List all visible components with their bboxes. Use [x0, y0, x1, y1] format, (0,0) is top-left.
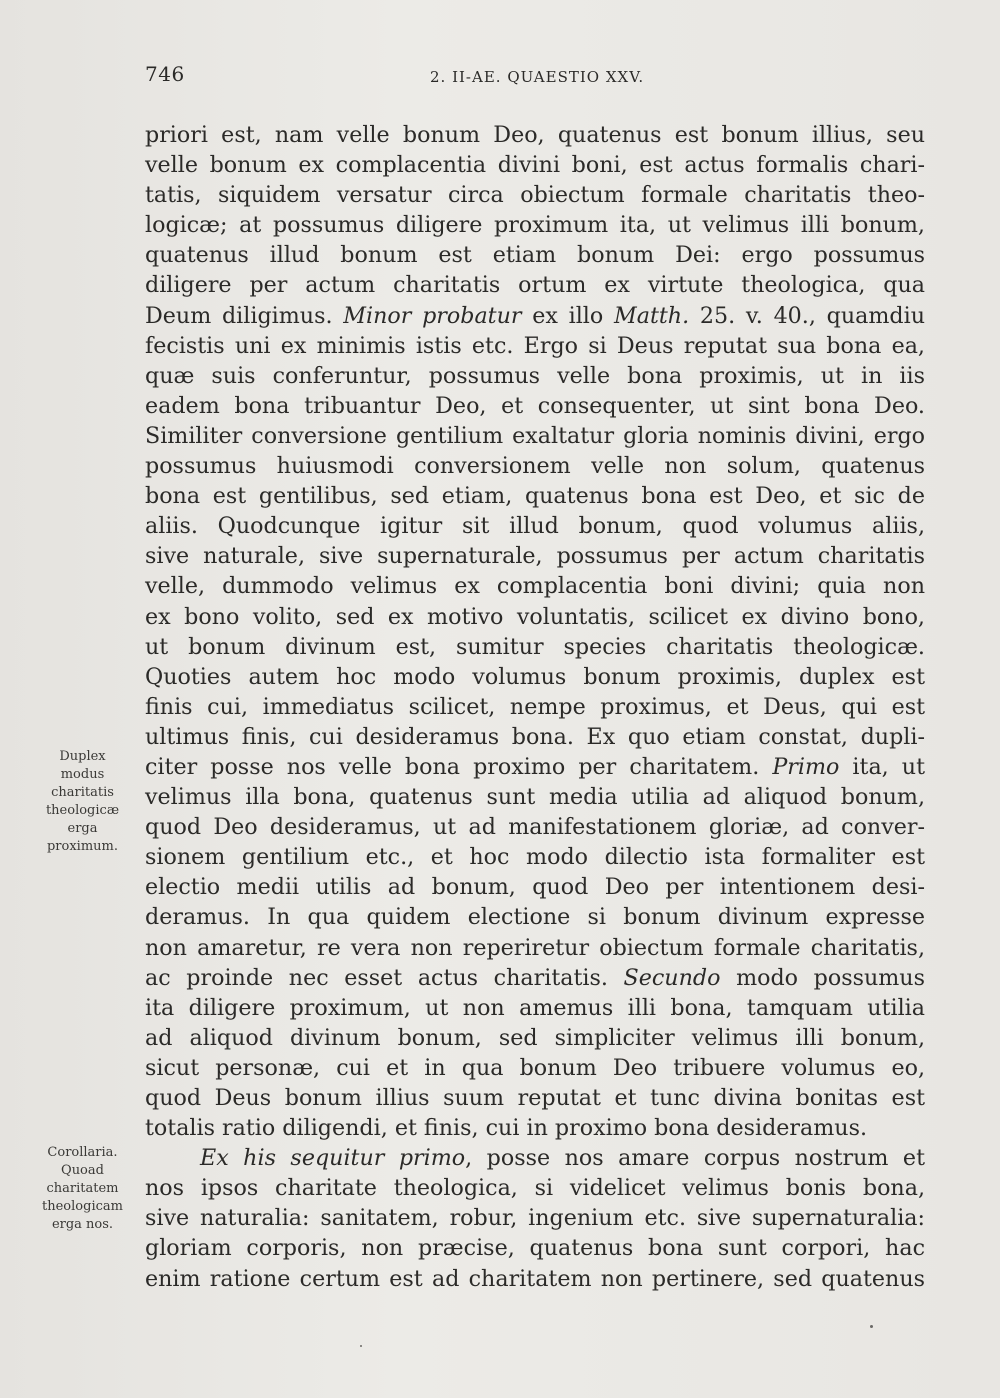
text-line: [145, 963, 925, 993]
text-line: electio medii utilis ad bonum, quod Deo per intentionem desi-: [145, 874, 925, 901]
text-line: ut bonum divinum est, sumitur species charitatis theologicæ.: [145, 633, 925, 660]
text-line: [145, 301, 925, 331]
text-line: logicæ; at possumus diligere proximum ita, ut velimus illi bonum,: [145, 212, 925, 239]
text-line: Similiter conversione gentilium exaltatur gloria nominis divini, ergo: [145, 422, 925, 449]
margin-note-line: proximum.: [46, 839, 118, 854]
text-line: sionem gentilium etc., et hoc modo dilectio ista formaliter est: [145, 844, 925, 871]
text-line: finis cui, immediatus scilicet, nempe proximus, et Deus, qui est: [145, 693, 925, 720]
paper-speck: [360, 1345, 362, 1347]
text-line: sive naturale, sive supernaturale, possumus per actum charitatis: [145, 543, 925, 570]
text-line: deramus. In qua quidem electione si bonum divinum expresse: [145, 904, 925, 931]
text-line: enim ratione certum est ad charitatem non pertinere, sed quatenus: [145, 1265, 925, 1292]
text-line: possumus huiusmodi conversionem velle non solum, quatenus: [145, 453, 925, 480]
text-line: quatenus illud bonum est etiam bonum Dei: ergo possumus: [145, 242, 925, 269]
margin-note-line: Quoad: [61, 1163, 104, 1178]
margin-note-line: erga nos.: [51, 1217, 114, 1232]
text-line: fecistis uni ex minimis istis etc. Ergo si Deus reputat sua bona ea,: [145, 332, 925, 359]
text-segment: citer posse nos velle bona proximo per charitatem.: [145, 753, 773, 780]
text-line: nos ipsos charitate theologica, si videlicet velimus bonis bona,: [145, 1175, 925, 1202]
text-line: totalis ratio diligendi, et finis, cui in proximo bona desideramus.: [145, 1115, 868, 1142]
page-number: 746: [145, 62, 185, 86]
text-line: ultimus finis, cui desideramus bona. Ex quo etiam constat, dupli-: [145, 723, 925, 750]
italic-text: Ex his sequitur primo: [200, 1145, 466, 1172]
margin-note-line: Corollaria.: [47, 1145, 118, 1160]
running-head: 2. II-AE. QUAESTIO XXV.: [430, 68, 645, 86]
text-line: aliis. Quodcunque igitur sit illud bonum, quod volumus aliis,: [145, 513, 925, 540]
margin-note-corollaria: [25, 1144, 140, 1234]
italic-text: Primo: [772, 753, 840, 780]
text-line: [145, 1143, 925, 1173]
margin-note-line: erga: [67, 821, 98, 836]
text-line: quod Deus bonum illius suum reputat et tunc divina bonitas est: [145, 1085, 925, 1111]
text-line: Quoties autem hoc modo volumus bonum proximis, duplex est: [145, 663, 925, 690]
text-line: quod Deo desideramus, ut ad manifestationem gloriæ, ad conver-: [145, 814, 925, 841]
margin-note-line: theologicæ: [45, 803, 120, 818]
margin-note-line: theologicam: [42, 1199, 123, 1214]
text-segment: ac proinde nec esset actus charitatis.: [145, 964, 624, 991]
text-line: velle, dummodo velimus ex complacentia boni divini; quia non: [145, 573, 925, 600]
text-segment: ita, ut: [839, 753, 925, 780]
text-segment: modo possumus: [720, 964, 925, 991]
text-line: eadem bona tribuantur Deo, et consequenter, ut sint bona Deo.: [145, 392, 925, 419]
margin-note-line: modus: [60, 767, 105, 782]
italic-text: Matth.: [614, 302, 690, 329]
text-segment: , posse nos amare corpus nostrum et: [465, 1145, 925, 1172]
paper-speck: [870, 1325, 873, 1328]
text-line: priori est, nam velle bonum Deo, quatenus est bonum illius, seu: [145, 122, 925, 148]
page-header: [145, 62, 925, 92]
body-text: [145, 120, 925, 1294]
text-line: gloriam corporis, non præcise, quatenus bona sunt corpori, hac: [145, 1235, 925, 1262]
text-segment: 25. v. 40., quamdiu: [689, 302, 925, 329]
italic-text: Secundo: [623, 964, 721, 991]
text-line: quæ suis conferuntur, possumus velle bona proximis, ut in iis: [145, 362, 925, 389]
margin-note-line: Duplex: [59, 749, 106, 764]
text-line: non amaretur, re vera non reperiretur obiectum formale charitatis,: [145, 934, 925, 961]
text-segment: ex illo: [521, 302, 614, 329]
text-line: ita diligere proximum, ut non amemus illi bona, tamquam utilia: [145, 994, 925, 1021]
text-line: sive naturalia: sanitatem, robur, ingenium etc. sive supernaturalia:: [145, 1205, 925, 1232]
text-line: velle bonum ex complacentia divini boni, est actus formalis chari-: [145, 152, 925, 179]
text-line: ad aliquod divinum bonum, sed simpliciter velimus illi bonum,: [145, 1024, 925, 1051]
text-segment: Deum diligimus.: [145, 302, 344, 329]
margin-note-line: charitatis: [51, 785, 114, 800]
text-line: [145, 752, 925, 782]
text-line: sicut personæ, cui et in qua bonum Deo tribuere volumus eo,: [145, 1054, 925, 1081]
italic-text: Minor probatur: [343, 302, 522, 329]
text-line: diligere per actum charitatis ortum ex virtute theologica, qua: [145, 272, 925, 299]
text-line: tatis, siquidem versatur circa obiectum formale charitatis theo-: [145, 182, 925, 209]
margin-note-duplex: [25, 748, 140, 856]
text-line: ex bono volito, sed ex motivo voluntatis, scilicet ex divino bono,: [145, 603, 925, 630]
text-line: velimus illa bona, quatenus sunt media utilia ad aliquod bonum,: [145, 784, 925, 811]
text-line: bona est gentilibus, sed etiam, quatenus bona est Deo, et sic de: [145, 483, 925, 510]
margin-note-line: charitatem: [46, 1181, 119, 1196]
